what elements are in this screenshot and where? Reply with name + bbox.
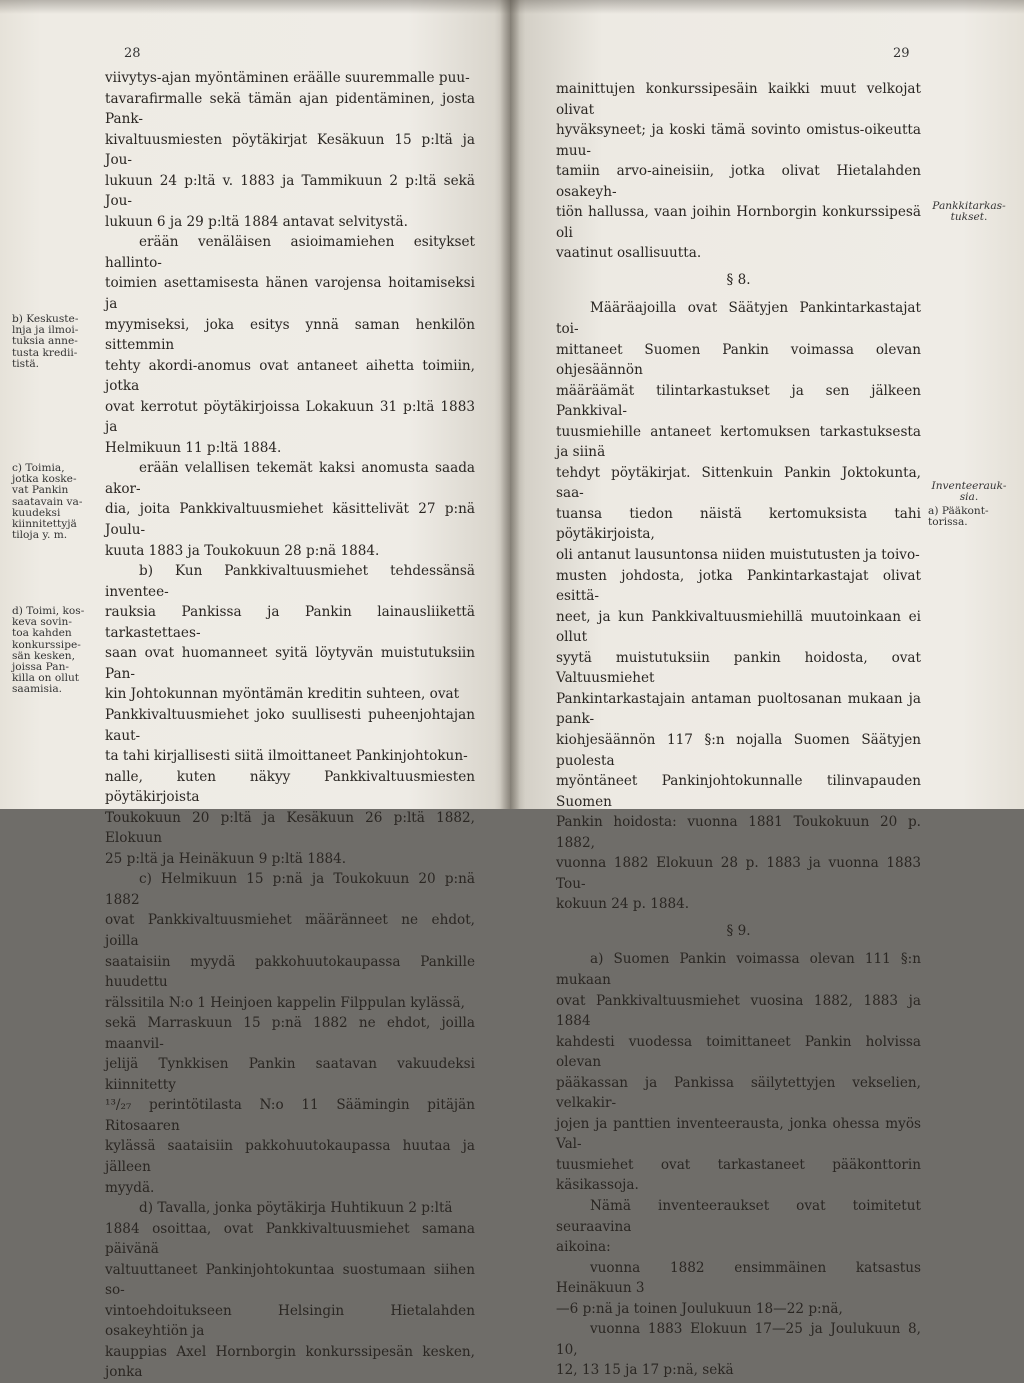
margin-note-d: d) Toimi, kos- keva sovin- toa kahden konkurssipe- sän kesken, joissa Pan- killa on ollut saamisia. xyxy=(12,605,85,696)
text-line: d) Tavalla, jonka pöytäkirja Huhtikuun 2 p:ltä xyxy=(139,1200,453,1217)
right-page xyxy=(510,0,1024,1379)
text-line: b) Kun Pankkivaltuusmiehet tehdessänsä inventee- xyxy=(105,563,475,600)
text-line: a) Suomen Pankin voimassa olevan 111 §:n mukaan xyxy=(556,951,921,988)
left-body-text xyxy=(105,68,475,1383)
text-line: jelijä Tynkkisen Pankin saatavan vakuudeksi kiinnitetty xyxy=(105,1056,475,1093)
text-line: nalle, kuten näkyy Pankkivaltuusmiesten pöytäkirjoista xyxy=(105,768,475,806)
text-line: kokuun 24 p. 1884. xyxy=(556,896,690,913)
left-page xyxy=(0,0,510,1381)
text-line: Pankintarkastajain antaman puoltosanan mukaan ja pank- xyxy=(556,690,921,728)
margin-note-b: b) Keskuste- lnja ja ilmoi- tuksia anne- tusta kredii- tistä. xyxy=(12,313,79,370)
text-line: kin Johtokunnan myöntämän kreditin suhteen, ovat xyxy=(105,686,460,703)
text-line: tuusmiehille antaneet kertomuksen tarkastuksesta ja siinä xyxy=(556,423,921,461)
margin-note-c: c) Toimia, jotka koske- vat Pankin saatavain va- kuudeksi kiinnitettyjä tiloja y. m. xyxy=(12,462,83,542)
text-line: Määräajoilla ovat Säätyjen Pankintarkastajat toi- xyxy=(556,300,921,338)
text-line: syytä muistutuksiin pankin hoidosta, ovat Valtuusmiehet xyxy=(556,649,921,687)
text-line: sekä Marraskuun 15 p:nä 1882 ne ehdot, joilla maanvil- xyxy=(105,1015,475,1052)
text-line: erään venäläisen asioimamiehen esitykset hallinto- xyxy=(105,234,475,271)
text-line: erään velallisen tekemät kaksi anomusta saada akor- xyxy=(105,460,475,497)
text-line: kylässä saataisiin pakkohuutokaupassa huutaa ja jälleen xyxy=(105,1138,475,1175)
text-line: musten johdosta, jotka Pankintarkastajat olivat esittä- xyxy=(556,567,921,605)
text-line: dia, joita Pankkivaltuusmiehet käsittelivät 27 p:nä Joulu- xyxy=(105,501,475,539)
text-line: kiohjesäännön 117 §:n nojalla Suomen Säätyjen puolesta xyxy=(556,731,921,769)
text-line: määräämät tilintarkastukset ja sen jälkeen Pankkival- xyxy=(556,382,921,420)
text-line: c) Helmikuun 15 p:nä ja Toukokuun 20 p:nä 1882 xyxy=(105,871,475,908)
page-top-shadow xyxy=(0,0,1024,14)
text-line: tehdyt pöytäkirjat. Sittenkuin Pankin Joktokunta, saa- xyxy=(556,464,921,502)
margin-note-s9-title: Inventeerauk- sia. xyxy=(931,480,1007,504)
text-line: saan ovat huomanneet syitä löytyvän muistutuksiin Pan- xyxy=(105,645,475,682)
text-line: mainittujen konkurssipesäin kaikki muut velkojat olivat xyxy=(556,81,921,118)
text-line: ¹³/₂₇ perintötilasta N:o 11 Säämingin pitäjän Ritosaaren xyxy=(105,1097,475,1134)
text-line: myymiseksi, joka esitys ynnä saman henkilön sittemmin xyxy=(105,316,475,354)
text-line: Nämä inventeeraukset ovat toimitetut seuraavina xyxy=(556,1197,921,1235)
text-line: 25 p:ltä ja Heinäkuun 9 p:ltä 1884. xyxy=(105,850,347,867)
text-line: kivaltuusmiesten pöytäkirjat Kesäkuun 15 p:ltä ja Jou- xyxy=(105,131,475,169)
text-line: hyväksyneet; ja koski tämä sovinto omistus-oikeutta muu- xyxy=(556,122,921,159)
right-body-text xyxy=(556,79,921,1381)
text-line: tiön hallussa, vaan joihin Hornborgin konkurssipesä oli xyxy=(556,204,921,241)
text-line: tuansa tiedon näistä kertomuksista tahi pöytäkirjoista, xyxy=(556,505,921,543)
text-line: tehty akordi-anomus ovat antaneet aihetta toimiin, jotka xyxy=(105,357,475,395)
text-line: kahdesti vuodessa toimittaneet Pankin holvissa olevan xyxy=(556,1033,921,1071)
text-line: ovat kerrotut pöytäkirjoissa Lokakuun 31 p:ltä 1883 ja xyxy=(105,398,475,436)
text-line: Toukokuun 20 p:ltä ja Kesäkuun 26 p:ltä 1882, Elokuun xyxy=(105,809,475,847)
text-line: Pankkivaltuusmiehet joko suullisesti puheenjohtajan kaut- xyxy=(105,706,475,744)
text-line: myydä. xyxy=(105,1179,155,1196)
text-line: vuonna 1883 Elokuun 17—25 ja Joulukuun 8, 10, xyxy=(556,1321,921,1358)
text-line: valtuuttaneet Pankinjohtokuntaa suostumaan siihen so- xyxy=(105,1261,475,1299)
text-line: aikoina: xyxy=(556,1239,611,1256)
page-number-right: 29 xyxy=(893,46,910,61)
text-line: vuonna 1882 ensimmäinen katsastus Heinäkuun 3 xyxy=(556,1259,921,1297)
text-line: kuuta 1883 ja Toukokuun 28 p:nä 1884. xyxy=(105,542,380,559)
section-heading: § 9. xyxy=(726,922,751,939)
text-line: neet, ja kun Pankkivaltuusmiehillä muutoinkaan ei ollut xyxy=(556,608,921,646)
text-line: lukuun 6 ja 29 p:ltä 1884 antavat selvitystä. xyxy=(105,213,408,230)
text-line: rauksia Pankissa ja Pankin lainausliikettä tarkastettaes- xyxy=(105,604,475,641)
text-line: oli antanut lausuntonsa niiden muistutusten ja toivo- xyxy=(556,547,920,564)
text-line: rälssitila N:o 1 Heinjoen kappelin Filppulan kylässä, xyxy=(105,994,465,1011)
text-line: ovat Pankkivaltuusmiehet vuosina 1882, 1883 ja 1884 xyxy=(556,992,921,1030)
text-line: jojen ja panttien inventeerausta, jonka ohessa myös Val- xyxy=(556,1115,921,1153)
text-line: kauppias Axel Hornborgin konkurssipesän kesken, jonka xyxy=(105,1343,475,1381)
text-line: tuusmiehet ovat tarkastaneet pääkonttorin käsikassoja. xyxy=(556,1156,921,1194)
text-line: 1884 osoittaa, ovat Pankkivaltuusmiehet samana päivänä xyxy=(105,1220,475,1258)
text-line: viivytys-ajan myöntäminen eräälle suuremmalle puu- xyxy=(105,70,470,86)
text-line: toimien asettamisesta hänen varojensa hoitamiseksi ja xyxy=(105,275,475,313)
text-line: ovat Pankkivaltuusmiehet määränneet ne ehdot, joilla xyxy=(105,912,475,949)
text-line: vaatinut osallisuutta. xyxy=(556,245,702,262)
text-line: vuonna 1882 Elokuun 28 p. 1883 ja vuonna 1883 Tou- xyxy=(556,855,921,892)
page-number-left: 28 xyxy=(124,46,141,61)
text-line: Pankin hoidosta: vuonna 1881 Toukokuun 20 p. 1882, xyxy=(556,814,921,851)
text-line: mittaneet Suomen Pankin voimassa olevan ohjesäännön xyxy=(556,341,921,379)
text-line: ta tahi kirjallisesti siitä ilmoittaneet Pankinjohtokun- xyxy=(105,748,468,765)
text-line: 12, 13 15 ja 17 p:nä, sekä xyxy=(556,1362,734,1379)
text-line: lukuun 24 p:ltä v. 1883 ja Tammikuun 2 p:ltä sekä Jou- xyxy=(105,172,475,210)
text-line: myöntäneet Pankinjohtokunnalle tilinvapauden Suomen xyxy=(556,773,921,810)
text-line: vintoehdoitukseen Helsingin Hietalahden osakeyhtiön ja xyxy=(105,1302,475,1340)
book-gutter xyxy=(500,0,520,809)
text-line: tavarafirmalle sekä tämän ajan pidentäminen, josta Pank- xyxy=(105,90,475,128)
margin-note-a: a) Pääkont- torissa. xyxy=(928,505,989,529)
section-heading: § 8. xyxy=(726,271,751,288)
margin-note-s8: Pankkitarkas- tukset. xyxy=(932,200,1006,224)
text-line: Helmikuun 11 p:ltä 1884. xyxy=(105,439,282,456)
text-line: tamiin arvo-aineisiin, jotka olivat Hietalahden osakeyh- xyxy=(556,163,921,200)
text-line: pääkassan ja Pankissa säilytettyjen vekselien, velkakir- xyxy=(556,1074,921,1112)
text-line: saataisiin myydä pakkohuutokaupassa Pankille huudettu xyxy=(105,953,475,991)
text-line: —6 p:nä ja toinen Joulukuun 18—22 p:nä, xyxy=(556,1300,843,1317)
